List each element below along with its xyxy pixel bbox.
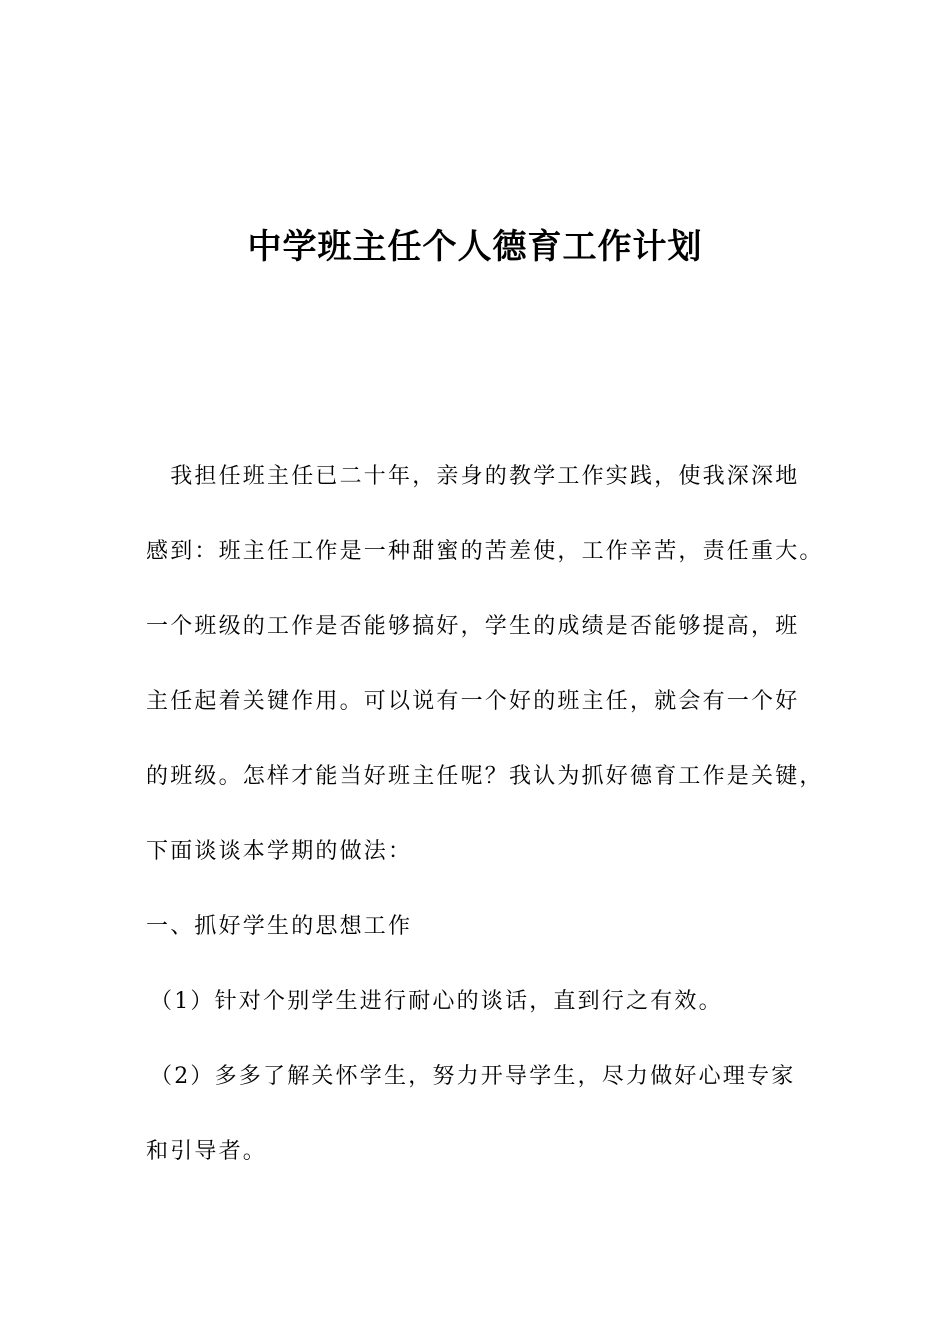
list-item-2: （2）多多了解关怀学生，努力开导学生，尽力做好心理专家: [150, 1064, 796, 1089]
list-item-2-continuation: 和引导者。: [146, 1139, 268, 1164]
paragraph-line-4: 主任起着关键作用。可以说有一个好的班主任，就会有一个好: [146, 689, 800, 714]
paragraph-line-1: 我担任班主任已二十年，亲身的教学工作实践，使我深深地: [146, 464, 800, 489]
paragraph-line-6: 下面谈谈本学期的做法：: [146, 839, 413, 864]
paragraph-line-2: 感到：班主任工作是一种甜蜜的苦差使，工作辛苦，责任重大。: [146, 539, 824, 564]
paragraph-line-5: 的班级。怎样才能当好班主任呢？我认为抓好德育工作是关键，: [146, 764, 824, 789]
section-heading-1: 一、抓好学生的思想工作: [146, 914, 413, 939]
paragraph-line-3: 一个班级的工作是否能够搞好，学生的成绩是否能够提高，班: [146, 614, 800, 639]
document-title: 中学班主任个人德育工作计划: [247, 227, 703, 267]
list-item-1: （1）针对个别学生进行耐心的谈话，直到行之有效。: [150, 989, 723, 1014]
